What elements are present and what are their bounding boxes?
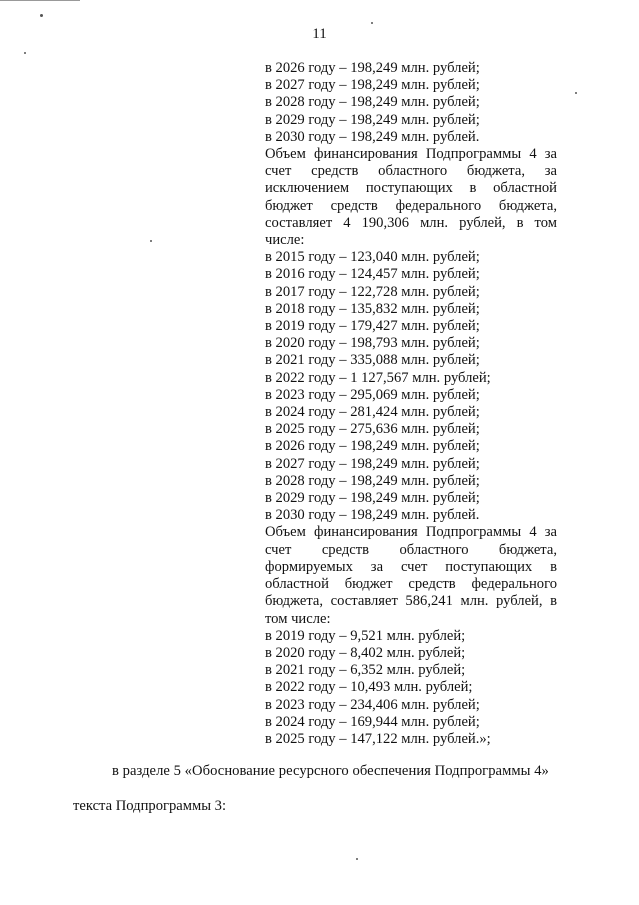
list-item: в 2022 году – 1 127,567 млн. рублей; bbox=[265, 369, 491, 386]
list-item: в 2025 году – 275,636 млн. рублей; bbox=[265, 421, 480, 438]
section-reference-continuation: текста Подпрограммы 3: bbox=[73, 798, 227, 814]
list-item: в 2025 году – 147,122 млн. рублей.»; bbox=[265, 730, 491, 747]
paragraph-line: формируемых за счет поступающих в bbox=[265, 558, 557, 575]
paragraph-line: Объем финансирования Подпрограммы 4 за bbox=[265, 146, 557, 163]
paragraph-line: составляет 4 190,306 млн. рублей, в том bbox=[265, 214, 557, 231]
list-item: в 2023 году – 234,406 млн. рублей; bbox=[265, 696, 480, 713]
list-item: в 2016 году – 124,457 млн. рублей; bbox=[265, 266, 480, 283]
list-item: в 2027 году – 198,249 млн. рублей; bbox=[265, 455, 480, 472]
list-item: в 2027 году – 198,249 млн. рублей; bbox=[265, 77, 480, 94]
paragraph-line: счет средств областного бюджета, за bbox=[265, 163, 557, 180]
paragraph-line: Объем финансирования Подпрограммы 4 за bbox=[265, 524, 557, 541]
funding-paragraph-regional bbox=[265, 146, 557, 249]
list-item: в 2029 году – 198,249 млн. рублей; bbox=[265, 111, 480, 128]
list-item: в 2030 году – 198,249 млн. рублей. bbox=[265, 507, 480, 524]
scan-speck bbox=[356, 858, 358, 860]
funding-list-1 bbox=[265, 60, 557, 146]
scan-speck bbox=[24, 52, 26, 54]
scan-speck bbox=[150, 240, 152, 242]
list-item: в 2022 году – 10,493 млн. рублей; bbox=[265, 679, 473, 696]
paragraph-line: счет средств областного бюджета, bbox=[265, 541, 557, 558]
list-item: в 2017 году – 122,728 млн. рублей; bbox=[265, 283, 480, 300]
scan-speck bbox=[575, 92, 577, 94]
scan-speck bbox=[40, 14, 43, 17]
scan-speck bbox=[371, 22, 373, 24]
paragraph-line: бюджета, составляет 586,241 млн. рублей, в bbox=[265, 593, 557, 610]
funding-list-3 bbox=[265, 628, 557, 748]
funding-paragraph-federal bbox=[265, 524, 557, 627]
list-item: в 2020 году – 198,793 млн. рублей; bbox=[265, 335, 480, 352]
paragraph-line: областной бюджет средств федерального bbox=[265, 576, 557, 593]
paragraph-line: исключением поступающих в областной bbox=[265, 180, 557, 197]
list-item: в 2019 году – 9,521 млн. рублей; bbox=[265, 627, 466, 644]
list-item: в 2018 году – 135,832 млн. рублей; bbox=[265, 300, 480, 317]
list-item: в 2026 году – 198,249 млн. рублей; bbox=[265, 438, 480, 455]
funding-list-2 bbox=[265, 249, 557, 524]
list-item: в 2030 году – 198,249 млн. рублей. bbox=[265, 128, 480, 145]
list-item: в 2024 году – 281,424 млн. рублей; bbox=[265, 404, 480, 421]
list-item: в 2024 году – 169,944 млн. рублей; bbox=[265, 713, 480, 730]
list-item: в 2021 году – 6,352 млн. рублей; bbox=[265, 662, 466, 679]
list-item: в 2026 году – 198,249 млн. рублей; bbox=[265, 60, 480, 76]
list-item: в 2028 году – 198,249 млн. рублей; bbox=[265, 94, 480, 111]
paragraph-line: том числе: bbox=[265, 610, 331, 627]
paragraph-line: числе: bbox=[265, 232, 305, 249]
scan-edge-line bbox=[0, 0, 80, 1]
list-item: в 2028 году – 198,249 млн. рублей; bbox=[265, 472, 480, 489]
list-item: в 2015 году – 123,040 млн. рублей; bbox=[265, 249, 480, 266]
section-reference-line: в разделе 5 «Обоснование ресурсного обеспечения Подпрограммы 4» bbox=[112, 763, 549, 779]
document-body-column bbox=[265, 60, 557, 748]
page-number: 11 bbox=[312, 26, 327, 42]
list-item: в 2029 году – 198,249 млн. рублей; bbox=[265, 490, 480, 507]
list-item: в 2023 году – 295,069 млн. рублей; bbox=[265, 386, 480, 403]
list-item: в 2019 году – 179,427 млн. рублей; bbox=[265, 318, 480, 335]
paragraph-line: бюджет средств федерального бюджета, bbox=[265, 197, 557, 214]
list-item: в 2020 году – 8,402 млн. рублей; bbox=[265, 644, 466, 661]
list-item: в 2021 году – 335,088 млн. рублей; bbox=[265, 352, 480, 369]
